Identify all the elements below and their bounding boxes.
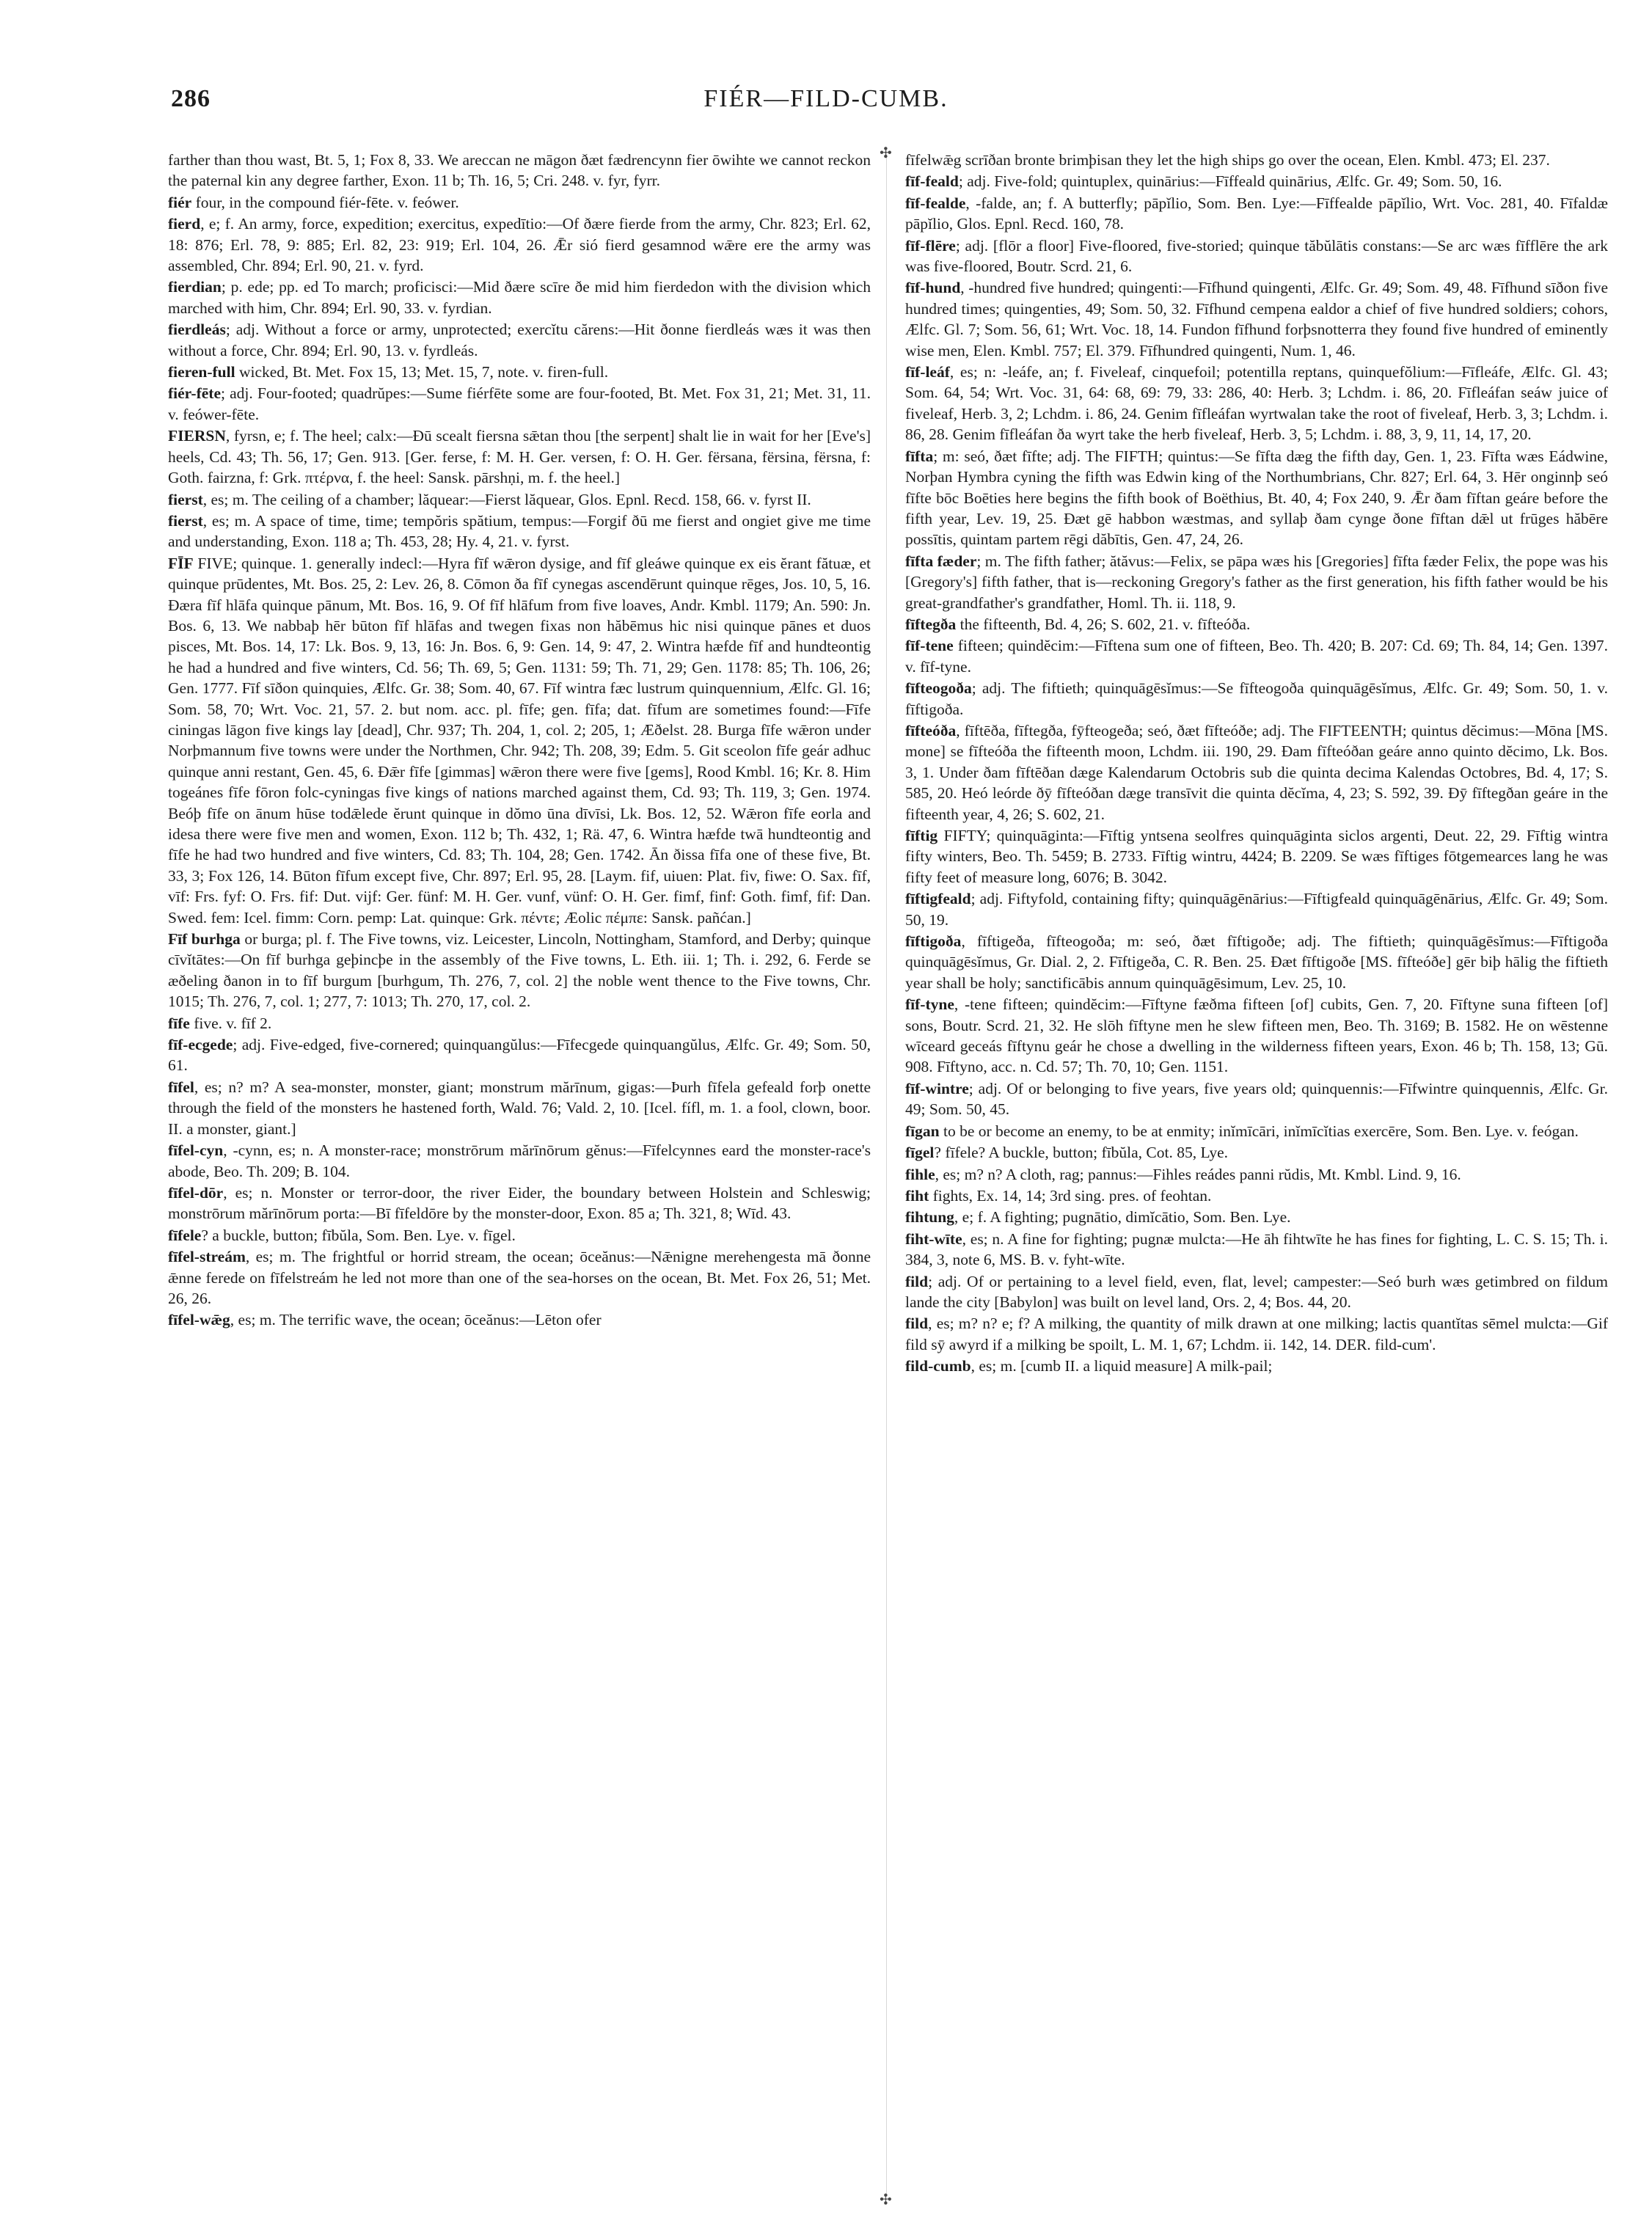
entry-headword: Fīf burhga: [168, 930, 241, 949]
entry-headword: fiér: [168, 193, 192, 211]
running-head: FIÉR—FILD-CUMB.: [703, 85, 949, 112]
dictionary-entry: [905, 171, 1608, 191]
entry-text: ; adj. Of or belonging to five years, five years old; quinquennis:—Fīfwintre quinquennis, Ælfc. Gr. 49; Som. 50, 45.: [905, 1079, 1608, 1119]
entry-text: the fifteenth, Bd. 4, 26; S. 602, 21. v. fīfteóða.: [956, 615, 1251, 633]
entry-text: ; adj. Four-footed; quadrŭpes:—Sume fiérfēte some are four-footed, Bt. Met. Fox 31, 21; Met. 31, 11. v. feówer-fēte.: [168, 384, 871, 423]
entry-text: four, in the compound fiér-fēte. v. feówer.: [191, 193, 459, 211]
entry-text: , -falde, an; f. A butterfly; pāpĭlio, Som. Ben. Lye:—Fīffealde pāpĭlio, Wrt. Voc. 281, 40. Fīfaldæ pāpĭlio, Glos. Epnl. Recd. 160, 78.: [905, 194, 1608, 233]
entry-text: ; m. The fifth father; ătăvus:—Felix, se pāpa wæs his [Gregories] fīfta fæder Felix, the pope was his [Gregory's] fifth father, that is—reckoning Gregory's father as the first generation, his fifth father would be his great-grandfather's grandfather, Homl. Th. ii. 118, 9.: [905, 552, 1608, 612]
entry-headword: fīf-flēre: [905, 236, 956, 255]
dictionary-entry: [905, 150, 1608, 170]
entry-text: , es; n. Monster or terror-door, the river Eider, the boundary between Holstein and Schleswig; monstrōrum mărīnōrum porta:—Bī fīfeldōre by the monster-door, Exon. 85 a; Th. 321, 8; Wīd. 43.: [168, 1183, 871, 1223]
entry-headword: fiht-wīte: [905, 1229, 962, 1248]
entry-headword: fīf-leáf: [905, 363, 950, 381]
dictionary-entry: [905, 1142, 1608, 1163]
entry-headword: fīf-hund: [905, 279, 961, 297]
dictionary-entry: [905, 235, 1608, 277]
dictionary-entry: [168, 1183, 871, 1224]
entry-text: , es; n. A fine for fighting; pugnæ mulcta:—He āh fihtwīte he has fines for fighting, L. C. S. 15; Th. i. 384, 3, note 6, MS. B. v. fyht-wīte.: [905, 1229, 1608, 1269]
dictionary-entry: [905, 994, 1608, 1078]
entry-text: wicked, Bt. Met. Fox 15, 13; Met. 15, 7, note. v. firen-full.: [235, 363, 609, 381]
page-number: 286: [171, 85, 211, 112]
entry-headword: fiht: [905, 1186, 929, 1205]
entry-headword: fīfe: [168, 1014, 190, 1032]
entry-text: or burga; pl. f. The Five towns, viz. Leicester, Lincoln, Nottingham, Stamford, and Derby; quinque cīvĭtātes:—On fīf burhga geþincþe in the assembly of the Five towns, L. Eth. iii. 1; Th. i. 292, 6. Ferde se æðeling ðanon in to fīf burgum [burhgum, Th. 276, 7, col. 2] the noble went thence to the Five towns, Chr. 1015; Th. 276, 7, col. 1; 277, 7: 1013; Th. 270, 17, col. 2.: [168, 930, 871, 1011]
entry-headword: fiér-fēte: [168, 384, 221, 403]
dictionary-entry: [168, 383, 871, 425]
entry-text: fights, Ex. 14, 14; 3rd sing. pres. of feohtan.: [929, 1186, 1212, 1205]
dictionary-entry: [168, 1246, 871, 1309]
column-ornament-top: ✣: [880, 145, 892, 161]
entry-headword: fīf-wintre: [905, 1079, 969, 1097]
entry-text: ; m: seó, ðæt fīfte; adj. The FIFTH; quintus:—Se fīfta dæg the fifth day, Gen. 1, 23. Fīfta wæs Eádwine, Norþan Hymbra cyning the fifth was Edwin king of the Northumbrians, Chr. 827; Erl. 64, 3. Hēr onginnþ seó fīfte bōc Boēties here begins the fifth book of Boëthius, Bt. 40, 4; Fox 240, 9. Ǣr ðam fīftan geáre before the fifth year, Lev. 19, 25. Ðæt gē habbon wæstmas, and syllaþ ðam cynge ðone fīftan dǣl ut frūges hăbēre possītis, quintam partem rēgi dăbītis, Gen. 47, 24, 26.: [905, 447, 1608, 549]
entry-headword: FIERSN: [168, 427, 226, 445]
entry-headword: fīfel-dōr: [168, 1183, 224, 1202]
entry-text: ; adj. Fiftyfold, containing fifty; quinquāgēnārius:—Fīftigfeald quinquāgēnārius, Ælfc. Gr. 49; Som. 50, 19.: [905, 890, 1608, 929]
entry-headword: fierd: [168, 215, 201, 233]
entry-headword: fild: [905, 1272, 929, 1290]
entry-headword: fīf-tyne: [905, 995, 954, 1014]
entry-headword: fīfteóða: [905, 721, 957, 739]
dictionary-entry: [168, 489, 871, 510]
entry-headword: fierst: [168, 490, 203, 508]
entry-headword: fihtung: [905, 1208, 954, 1227]
entry-text: , es; m. A space of time, time; tempŏris spătium, tempus:—Forgif ðū me fierst and ongiet give me time and understanding, Exon. 118 a; Th. 453, 28; Hy. 4, 21. v. fyrst.: [168, 511, 871, 551]
entry-headword: fīf-fealde: [905, 194, 966, 212]
entry-headword: fīfel-streám: [168, 1248, 246, 1266]
dictionary-entry: [905, 931, 1608, 993]
entry-text: , -cynn, es; n. A monster-race; monstrōrum mărīnōrum gĕnus:—Fīfelcynnes eard the monster-race's abode, Beo. Th. 209; B. 104.: [168, 1141, 871, 1180]
entry-text: , e; f. A fighting; pugnātio, dimĭcātio, Som. Ben. Lye.: [954, 1208, 1291, 1227]
dictionary-entry: [905, 1164, 1608, 1185]
dictionary-entry: [905, 551, 1608, 613]
entry-text: ? fīfele? A buckle, button; fībŭla, Cot. 85, Lye.: [934, 1144, 1229, 1162]
dictionary-entry: [168, 1034, 871, 1076]
dictionary-entry: [905, 362, 1608, 445]
dictionary-entry: [168, 425, 871, 488]
entry-text: , es; m. The terrific wave, the ocean; ōceănus:—Lēton ofer: [230, 1311, 602, 1329]
entry-headword: fīfteogoða: [905, 679, 972, 698]
dictionary-entry: [905, 1185, 1608, 1206]
dictionary-entry: [905, 1207, 1608, 1227]
entry-text: ; adj. The fiftieth; quinquāgēsĭmus:—Se fīfteogoða quinquāgēsĭmus, Ælfc. Gr. 49; Som. 50, 1. v. fīftigoða.: [905, 679, 1608, 718]
entry-text: fifteen; quindĕcim:—Fīftena sum one of fifteen, Beo. Th. 420; B. 207: Cd. 69; Th. 84, 14; Gen. 1397. v. fīf-tyne.: [905, 637, 1608, 676]
dictionary-entry: [168, 553, 871, 928]
dictionary-entry: [168, 150, 871, 191]
dictionary-entry: [168, 213, 871, 276]
entry-headword: fīftegða: [905, 615, 957, 633]
dictionary-entry: [168, 1140, 871, 1182]
entry-text: , es; n: -leáfe, an; f. Fiveleaf, cinquefoil; potentilla reptans, quinquefŏlium:—Fīfleáfe, Ælfc. Gl. 43; Som. 64, 54; Wrt. Voc. 31, 64: 68, 69: 79, 33: 286, 40: Herb. 3; Lchdm. i. 86, 20. Fīfleáfan seáw juice of fiveleaf, Herb. 3, 2; Lchdm. i. 86, 24. Genim fīfleáfan wyrtwalan take the root of fiveleaf, Herb. 3, 3; Lchdm. i. 86, 28. Genim fīfleáfan ða wyrt take the herb fiveleaf, Herb. 3, 5; Lchdm. i. 88, 3, 9, 11, 14, 17, 20.: [905, 363, 1608, 444]
entry-text: ; adj. Five-fold; quintuplex, quinārius:—Fīffeald quinārius, Ælfc. Gr. 49; Som. 50, 16.: [958, 172, 1502, 191]
entry-text: , fīftēða, fīftegða, fȳfteogeða; seó, ðæt fīfteóðe; adj. The FIFTEENTH; quintus dĕcimus:—Mōna [MS. mone] se fīfteóða the fifteenth moon, Lchdm. iii. 190, 29. Ðam fīfteóðan geáre anno quinto dĕcimo, Lk. Bos. 3, 1. Under ðam fīftēðan dæge Kalendarum Octobris sub die quinta decima Kalendas Octobres, Bd. 4, 17; S. 585, 20. Heó leórde ðȳ fīfteóðan dæge transīvit die quinta dĕcĭma, 4, 23; S. 592, 39. Ðȳ fīftegðan geáre in the fifteenth year, 4, 26; S. 602, 21.: [905, 721, 1608, 823]
entry-headword: fierst: [168, 511, 203, 530]
dictionary-entry: [905, 1271, 1608, 1313]
entry-text: ; adj. Of or pertaining to a level field, even, flat, level; campester:—Seó burh wæs getimbred on fildum lande the city [Babylon] was built on level land, Ors. 2, 4; Bos. 44, 20.: [905, 1272, 1608, 1311]
entry-headword: fīf-ecgede: [168, 1036, 233, 1054]
dictionary-entry: [905, 635, 1608, 677]
entry-headword: fild-cumb: [905, 1357, 971, 1375]
entry-text: , es; m. The frightful or horrid stream, the ocean; ōceănus:—Nǣnigne merehengesta mā ðonne ǣnne ferede on fīfelstreám he led not more than one of the sea-horses on the ocean, Bt. Met. Fox 26, 51; Met. 26, 26.: [168, 1248, 871, 1307]
entry-text: , fīftigeða, fīfteogoða; m: seó, ðæt fīftigoðe; adj. The fiftieth; quinquāgēsĭmus:—Fīftigoða quinquāgēsĭmus, Gr. Dial. 2, 2. Fīftigeða, C. R. Ben. 25. Ðæt fīftigoðe [MS. fīfteóðe] gēr biþ hālig the fiftieth year shall be holy; sanctificābis annum quinquāgēsimum, Lev. 25, 10.: [905, 932, 1608, 992]
entry-text: , es; m. The ceiling of a chamber; lăquear:—Fierst lăquear, Glos. Epnl. Recd. 158, 66. v. fyrst II.: [202, 490, 811, 508]
dictionary-entry: [905, 193, 1608, 235]
dictionary-entry: [905, 1229, 1608, 1271]
dictionary-entry: [168, 511, 871, 552]
dictionary-entry: [905, 1356, 1608, 1376]
column-ornament-bottom: ✣: [880, 2192, 892, 2208]
dictionary-entry: [168, 1225, 871, 1246]
entry-headword: fīf-tene: [905, 637, 954, 655]
entry-headword: fīfta: [905, 447, 934, 465]
entry-headword: fīfta fæder: [905, 552, 977, 570]
dictionary-entry: [905, 678, 1608, 720]
column-divider: [886, 150, 887, 2196]
dictionary-entry: [905, 277, 1608, 361]
dictionary-entry: [905, 1313, 1608, 1355]
right-column: [905, 150, 1608, 2211]
entry-text: ; adj. [flōr a floor] Five-floored, five-storied; quinque tăbŭlātis constans:—Se arc wæs fīfflēre the ark was five-floored, Boutr. Scrd. 21, 6.: [905, 236, 1608, 276]
entry-text: ? a buckle, button; fībŭla, Som. Ben. Lye. v. fīgel.: [201, 1226, 516, 1244]
entry-headword: fīf-feald: [905, 172, 959, 191]
entry-headword: fīfel: [168, 1078, 194, 1096]
entry-headword: fīftigoða: [905, 932, 962, 951]
entry-headword: fīfel-cyn: [168, 1141, 224, 1160]
dictionary-entry: [168, 1077, 871, 1139]
entry-headword: FĪF: [168, 554, 194, 572]
entry-text: farther than thou wast, Bt. 5, 1; Fox 8, 33. We areccan ne māgon ðæt fædrencynn fier ōwihte we cannot reckon the paternal kin any degree farther, Exon. 11 b; Th. 16, 5; Cri. 248. v. fyr, fyrr.: [168, 151, 871, 190]
entry-text: , -hundred five hundred; quingenti:—Fīfhund quingenti, Ælfc. Gr. 49; Som. 49, 48. Fīfhund sīðon five hundred times; quingenties, 49; Som. 50, 32. Fīfhund cempena ealdor a chief of five hundred soldiers; cohors, Ælfc. Gl. 7; Som. 56, 61; Wrt. Voc. 18, 14. Fundon fīfhund forþsnotterra they found five hundred of eminently wise men, Elen. Kmbl. 757; El. 379. Fīfhundred quingenti, Num. 1, 46.: [905, 279, 1608, 359]
dictionary-entry: [168, 319, 871, 361]
dictionary-entry: [905, 825, 1608, 888]
entry-headword: fierdian: [168, 278, 222, 296]
dictionary-entry: [905, 720, 1608, 825]
entry-text: , es; n? m? A sea-monster, monster, giant; monstrum mărīnum, gigas:—Þurh fīfela gefeald forþ onette through the field of the monsters he hastened forth, Wald. 76; Vald. 2, 10. [Icel. fífl, m. 1. a fool, clown, boor. II. a monster, giant.]: [168, 1078, 871, 1138]
left-column: [168, 150, 871, 2211]
dictionary-entry: [905, 1121, 1608, 1141]
entry-text: , es; m? n? e; f? A milking, the quantity of milk drawn at one milking; lactis quantĭtas sēmel mulcta:—Gif fild sȳ awyrd if a milking be spoilt, L. M. 1, 67; Lchdm. ii. 142, 14. DER. fild-cum'.: [905, 1315, 1608, 1353]
entry-headword: fīgan: [905, 1122, 940, 1140]
entry-headword: fild: [905, 1315, 929, 1333]
entry-text: five. v. fīf 2.: [189, 1014, 272, 1032]
dictionary-entry: [905, 888, 1608, 930]
dictionary-entry: [168, 929, 871, 1012]
entry-text: , fyrsn, e; f. The heel; calx:—Ðū scealt fiersna sǣtan thou [the serpent] shalt lie in wait for her [Eve's] heels, Cd. 43; Th. 56, 17; Gen. 913. [Ger. ferse, f: M. H. Ger. versen, f: O. H. Ger. fërsana, fërsina, fërsna, f: Goth. fairzna, f: Grk. πτέρνα, f. the heel: Sansk. pārshṇi, m. f. the heel.]: [168, 427, 871, 487]
entry-text: , es; m. [cumb II. a liquid measure] A milk-pail;: [971, 1357, 1273, 1375]
dictionary-entry: [168, 1013, 871, 1034]
entry-text: ; adj. Without a force or army, unprotected; exercĭtu cărens:—Hit ðonne fierdleás wæs it was then without a force, Chr. 894; Erl. 90, 13. v. fyrdleás.: [168, 321, 871, 359]
entry-text: ; adj. Five-edged, five-cornered; quinquangŭlus:—Fīfecgede quinquangŭlus, Ælfc. Gr. 49; Som. 50, 61.: [168, 1036, 871, 1075]
dictionary-entry: [168, 362, 871, 382]
dictionary-entry: [168, 277, 871, 318]
dictionary-entry: [905, 614, 1608, 635]
entry-headword: fīfele: [168, 1226, 202, 1244]
entry-headword: fīfel-wǣg: [168, 1311, 230, 1329]
entry-headword: fieren-full: [168, 363, 235, 381]
entry-headword: fierdleás: [168, 321, 226, 339]
dictionary-entry: [905, 446, 1608, 550]
entry-text: , es; m? n? A cloth, rag; pannus:—Fihles reádes panni rŭdis, Mt. Kmbl. Lind. 9, 16.: [935, 1165, 1461, 1183]
dictionary-entry: [168, 1309, 871, 1330]
entry-text: , e; f. An army, force, expedition; exercitus, expedītio:—Of ðære fierde from the army, Chr. 823; Erl. 62, 18: 876; Erl. 78, 9: 885; Erl. 82, 23: 919; Erl. 104, 26. Ǣr sió fierd gesamnod wǣre ere the army was assembled, Chr. 894; Erl. 90, 21. v. fyrd.: [168, 215, 871, 275]
entry-headword: fihle: [905, 1165, 935, 1183]
entry-headword: fīftigfeald: [905, 890, 971, 908]
entry-text: to be or become an enemy, to be at enmity; inĭmīcāri, inĭmīcĭtias exercēre, Som. Ben. Lye. v. feógan.: [939, 1122, 1579, 1140]
dictionary-entry: [905, 1078, 1608, 1120]
entry-text: FIFTY; quinquāginta:—Fīftig yntsena seolfres quinquāginta siclos argenti, Deut. 22, 29. Fīftig wintra fifty winters, Beo. Th. 5459; B. 2733. Fīftig wintru, 4424; B. 2209. Se wæs fīftiges fōtgemearces lang he was fifty feet of measure long, 6076; B. 3042.: [905, 827, 1608, 886]
entry-headword: fīgel: [905, 1144, 935, 1162]
dictionary-entry: [168, 192, 871, 213]
entry-text: FIVE; quinque. 1. generally indecl:—Hyra fīf wǣron dysige, and fīf gleáwe quinque ex eis ĕrant fătuæ, et quinque prūdentes, Mt. Bos. 25, 2: Lev. 26, 8. Cōmon ða fīf cynegas ascendērunt quinque rēges, Jos. 10, 5, 16. Ðæra fīf hlāfa quinque pānum, Mt. Bos. 16, 9. Of fīf hlāfum from five loaves, Andr. Kmbl. 1179; An. 590: Jn. Bos. 6, 13. We nabbaþ hēr būton fīf hlāfas and twegen fixas non hăbēmus hic nisi quinque pānes et duos pisces, Mt. Bos. 14, 17: Lk. Bos. 9, 13, 16: Jn. Bos. 6, 9: Gen. 14, 9: 47, 2. Wintra hæfde fīf and hundteontig he had a hundred and five winters, Cd. 56; Th. 69, 5; Gen. 1131: 59; Th. 71, 29; Gen. 1178: 85; Th. 106, 26; Gen. 1777. Fīf sīðon quinquies, Ælfc. Gr. 38; Som. 40, 67. Fīf wintra fæc lustrum quinquennium, Ælfc. Gl. 16; Som. 58, 70; Wrt. Voc. 21, 57. 2. but nom. acc. pl. fīfe; gen. fīfa; dat. fīfum are sometimes found:—Fīfe ciningas lāgon five kings lay [dead], Chr. 937; Th. 204, 1, col. 2; 205, 1; Æðelst. 28. Burga fīfe wǣron under Norþmannum five towns were under the Northmen, Chr. 942; Th. 208, 39; Edm. 5. Git sceolon fīfe geár adhuc quinque anni restant, Gen. 45, 6. Ðǣr fīfe [gimmas] wǣron there were five [gems], Rood Kmbl. 16; Kr. 8. Him togeánes fīfe fōron folc-cyningas five kings of nations marched against them, Cd. 93; Th. 119, 3; Gen. 1974. Beóþ fīfe on ānum hūse todǣlede ĕrunt quinque in dŏmo ūna dīvīsi, Lk. Bos. 12, 52. Wǣron fīfe eorla and idesa there were five men and women, Exon. 112 b; Th. 432, 1; Rä. 47, 6. Wintra hæfde twā hundteontig and fīfe he had two hundred and five winters, Cd. 83; Th. 104, 28; Gen. 1742. Ān ðissa fīfa one of these five, Bt. 33, 3; Fox 126, 14. Būton fīfum except five, Chr. 897; Erl. 95, 28. [Laym. fif, uiuen: Plat. fiv, fiwe: O. Sax. fīf, vīf: Frs. fyf: O. Frs. fif: Dut. vijf: Ger. fünf: M. H. Ger. vunf, vünf: O. H. Ger. fimf, finf: Goth. fimf, fif: Dan. Swed. fem: Icel. fimm: Corn. pemp: Lat. quinque: Grk. πέντε; Æolic πέμπε: Sansk. pañćan.]: [168, 554, 871, 927]
entry-headword: fīftig: [905, 827, 938, 844]
entry-text: ; p. ede; pp. ed To march; proficisci:—Mid ðære scīre ðe mid him fierdedon with the division which marched with him, Chr. 894; Erl. 90, 33. v. fyrdian.: [168, 278, 871, 317]
entry-text: fīfelwǣg scrīðan bronte brimþisan they let the high ships go over the ocean, Elen. Kmbl. 473; El. 237.: [905, 151, 1550, 169]
entry-text: , -tene fifteen; quindĕcim:—Fīftyne fæðma fifteen [of] cubits, Gen. 7, 20. Fīftyne suna fifteen [of] sons, Boutr. Scrd. 21, 32. He slōh fīftyne men he slew fifteen men, Beo. Th. 3169; B. 1582. He on wēstenne wīceard geceás fīftynu geár he chose a dwelling in the wilderness fifteen years, Exon. 46 b; Th. 158, 13; Gū. 908. Fīftyno, acc. n. Cd. 57; Th. 70, 10; Gen. 1151.: [905, 995, 1608, 1076]
